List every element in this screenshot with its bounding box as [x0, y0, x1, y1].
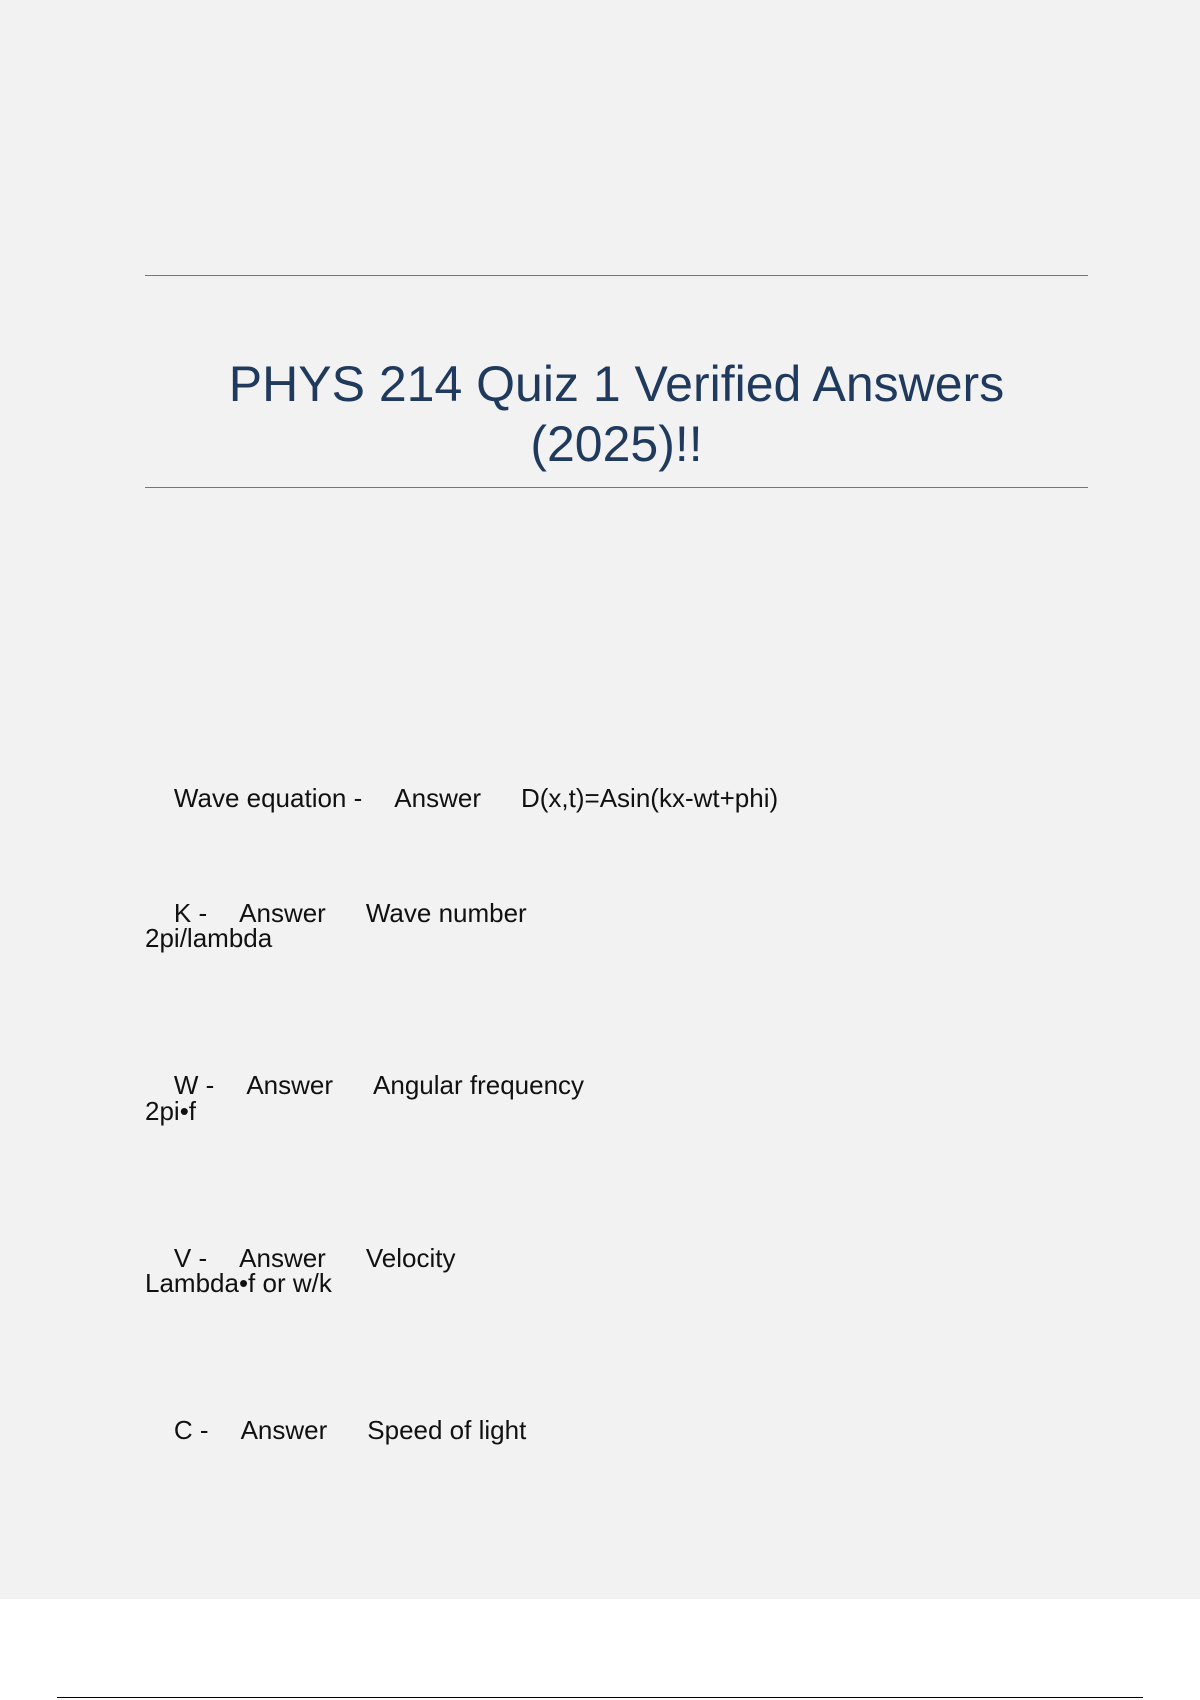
- qa-answer-label: Answer: [240, 1415, 328, 1445]
- qa-definition: Angular frequency: [373, 1070, 585, 1100]
- footer-rule: [57, 1697, 1143, 1698]
- qa-answer-label: Answer: [239, 898, 326, 928]
- qa-term: Wave equation -: [173, 783, 363, 813]
- qa-item-w: [145, 1037, 1145, 1133]
- qa-answer-label: Answer: [394, 783, 481, 813]
- qa-term: C -: [173, 1415, 209, 1445]
- qa-answer-label: Answer: [239, 1243, 326, 1273]
- qa-item-wave-equation: [145, 750, 1145, 846]
- qa-definition: Velocity: [365, 1243, 456, 1273]
- qa-item-c: [145, 1382, 1145, 1478]
- qa-term: K -: [173, 898, 208, 928]
- title-bottom-rule: [145, 487, 1088, 488]
- qa-item-k: [145, 865, 1145, 961]
- qa-term: W -: [173, 1070, 215, 1100]
- qa-detail-w: 2pi•f: [145, 1096, 197, 1126]
- qa-definition: Speed of light: [367, 1415, 527, 1445]
- qa-detail-k: 2pi/lambda: [145, 923, 273, 953]
- qa-term: V -: [173, 1243, 208, 1273]
- qa-definition: Wave number: [365, 898, 527, 928]
- qa-answer-label: Answer: [246, 1070, 334, 1100]
- qa-detail-v: Lambda•f or w/k: [145, 1268, 332, 1298]
- qa-definition: D(x,t)=Asin(kx-wt+phi): [520, 783, 779, 813]
- title-top-rule: [145, 275, 1088, 276]
- document-title: PHYS 214 Quiz 1 Verified Answers (2025)!!: [228, 356, 1005, 472]
